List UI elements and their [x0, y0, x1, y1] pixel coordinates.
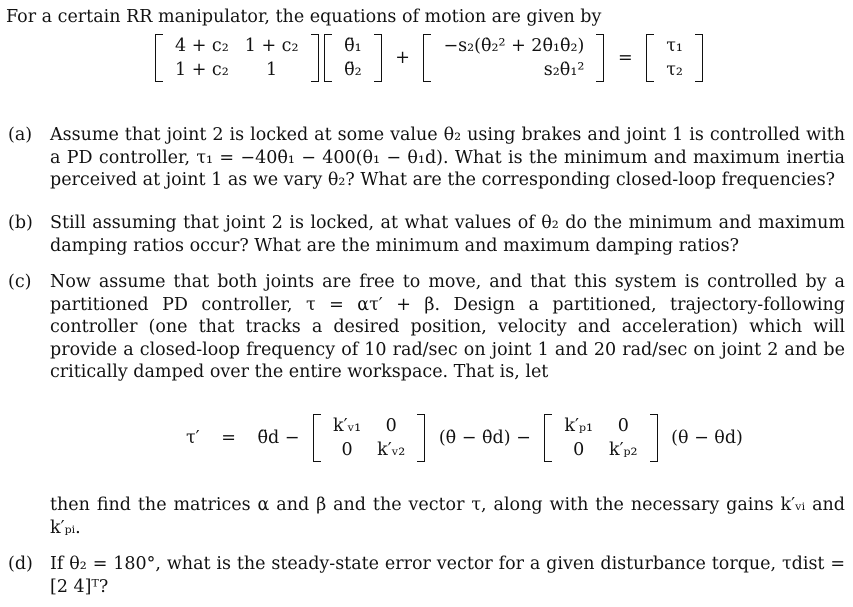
torque-vector	[646, 34, 703, 82]
item-a-label: (a)	[8, 125, 33, 145]
kv-12: 0	[385, 416, 397, 436]
item-c-after-text: then find the matrices α and β and the vector τ, along with the necessary gains k′ᵥᵢ and k′ₚᵢ.	[50, 495, 845, 538]
velocity-vector	[423, 34, 604, 82]
item-d-text: If θ₂ = 180°, what is the steady-state error vector for a given disturbance torque, τdist = [2 4]ᵀ?	[50, 554, 845, 597]
velocity-term-2: s₂θ̇₁²	[543, 60, 585, 80]
kv-21: 0	[341, 440, 353, 460]
kv-matrix	[313, 414, 425, 462]
kp-12: 0	[617, 416, 629, 436]
control-law-equation	[178, 414, 751, 462]
kv-11: k′ᵥ₁	[333, 416, 362, 436]
velocity-error-term: (θ̇ − θ̇d) −	[438, 428, 531, 448]
mass-m22: 1	[266, 60, 278, 80]
mass-matrix	[155, 34, 319, 82]
kp-21: 0	[573, 440, 585, 460]
plus-sign: +	[395, 48, 410, 68]
item-b-label: (b)	[8, 213, 33, 233]
item-a-text: Assume that joint 2 is locked at some value θ₂ using brakes and joint 1 is controlled with a PD controller, τ₁ = −40θ̇₁ − 400(θ₁ − θ₁d). What is the minimum and maximum inertia perceived at joint 1 as we vary θ₂? What are the corresponding closed-loop frequencies?	[50, 125, 845, 190]
kp-matrix	[544, 414, 657, 462]
equation-of-motion	[155, 34, 703, 82]
mass-m21: 1 + c₂	[175, 60, 229, 80]
item-d-label: (d)	[8, 554, 33, 574]
control-equals: =	[221, 428, 236, 448]
kp-11: k′ₚ₁	[564, 416, 593, 436]
control-lhs: τ′	[186, 428, 200, 448]
equals-sign: =	[617, 48, 633, 68]
accel-2: θ̈₂	[344, 60, 362, 80]
position-error-term: (θ − θd)	[671, 428, 743, 448]
kv-22: k′ᵥ₂	[377, 440, 406, 460]
accel-vector	[324, 34, 382, 82]
item-c-label: (c)	[8, 272, 32, 292]
control-accel-term: θ̈d −	[257, 428, 300, 448]
torque-2: τ₂	[666, 60, 683, 80]
accel-1: θ̈₁	[344, 36, 362, 56]
intro-text: For a certain RR manipulator, the equations of motion are given by	[6, 7, 602, 27]
velocity-term-1: −s₂(θ̇₂² + 2θ̇₁θ̇₂)	[443, 36, 585, 56]
kp-22: k′ₚ₂	[608, 440, 638, 460]
torque-1: τ₁	[666, 36, 683, 56]
mass-m11: 4 + c₂	[175, 36, 229, 56]
item-c-text: Now assume that both joints are free to move, and that this system is controlled by a partitioned PD controller, τ = ατ′ + β. Design a partitioned, trajectory-following controller (one that tracks a desired position, velocity and acceleration) which will provide a closed-loop frequency of 10 rad/sec on joint 1 and 20 rad/sec on joint 2 and be critically damped over the entire workspace. That is, let	[50, 272, 845, 382]
mass-m12: 1 + c₂	[244, 36, 299, 56]
item-b-text: Still assuming that joint 2 is locked, at what values of θ₂ do the minimum and maximum damping ratios occur? What are the minimum and maximum damping ratios?	[50, 213, 845, 256]
